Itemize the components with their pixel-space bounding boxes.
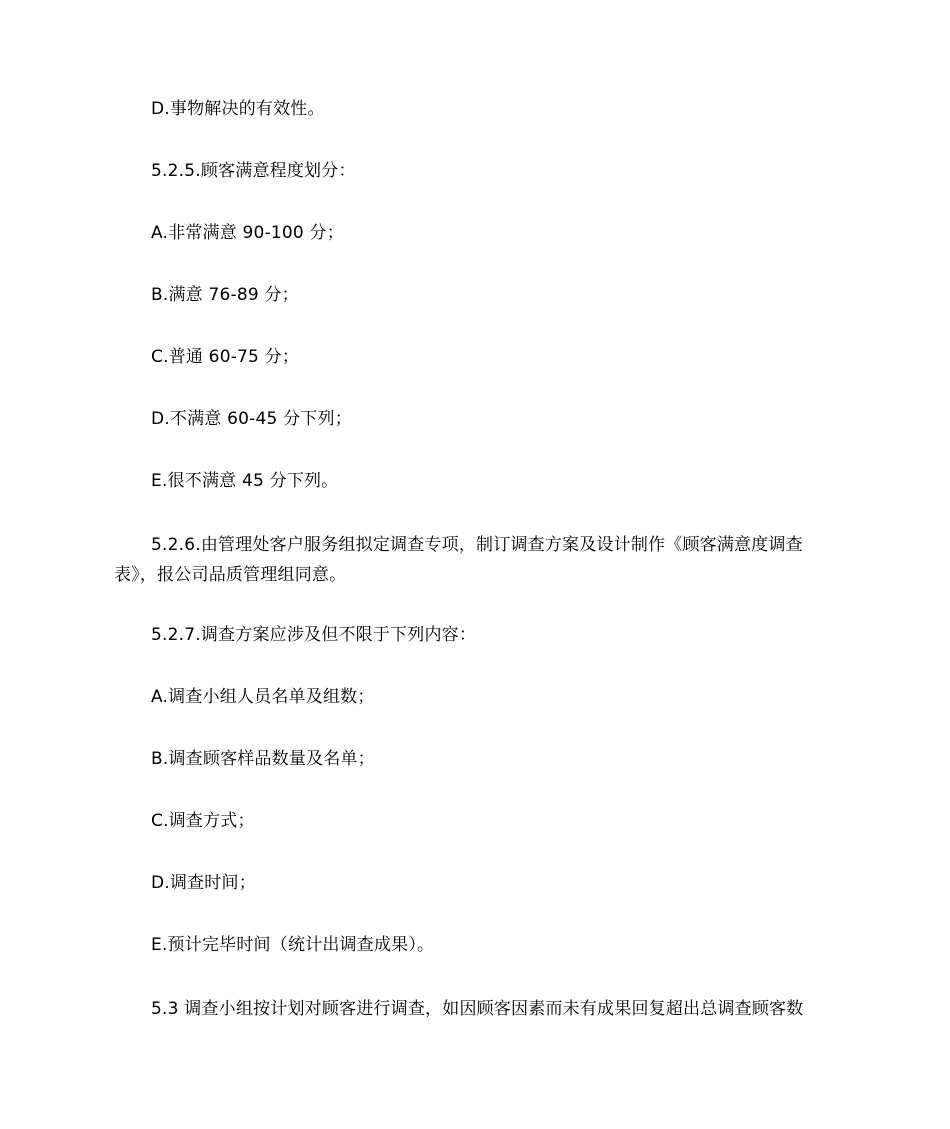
paragraph-item-d-effectiveness: D.事物解决的有效性。: [151, 99, 325, 119]
paragraph-section-5-3: 5.3 调查小组按计划对顾客进行调查，如因顾客因素而未有成果回复超出总调查顾客数: [151, 999, 804, 1019]
paragraph-item-c-average: C.普通 60-75 分；: [151, 347, 300, 367]
paragraph-item-a-very-satisfied: A.非常满意 90-100 分；: [151, 223, 344, 243]
paragraph-section-5-2-7: 5.2.7.调查方案应涉及但不限于下列内容：: [151, 625, 477, 645]
paragraph-item-e-very-dissatisfied: E.很不满意 45 分下列。: [151, 471, 339, 491]
paragraph-section-5-2-6: 5.2.6.由管理处客户服务组拟定调查专项，制订调查方案及设计制作《顾客满意度调查表》，报公司品质管理组同意。: [114, 535, 803, 585]
paragraph-item-b-sample-size: B.调查顾客样品数量及名单；: [151, 749, 375, 769]
paragraph-item-a-team-list: A.调查小组人员名单及组数；: [151, 687, 375, 707]
paragraph-item-d-dissatisfied: D.不满意 60-45 分下列；: [151, 409, 352, 429]
paragraph-item-d-time: D.调查时间；: [151, 873, 256, 893]
paragraph-item-e-completion: E.预计完毕时间（统计出调查成果）。: [151, 935, 435, 955]
paragraph-item-b-satisfied: B.满意 76-89 分；: [151, 285, 299, 305]
paragraph-item-c-method: C.调查方式；: [151, 811, 255, 831]
paragraph-section-5-2-5: 5.2.5.顾客满意程度划分：: [151, 161, 356, 181]
